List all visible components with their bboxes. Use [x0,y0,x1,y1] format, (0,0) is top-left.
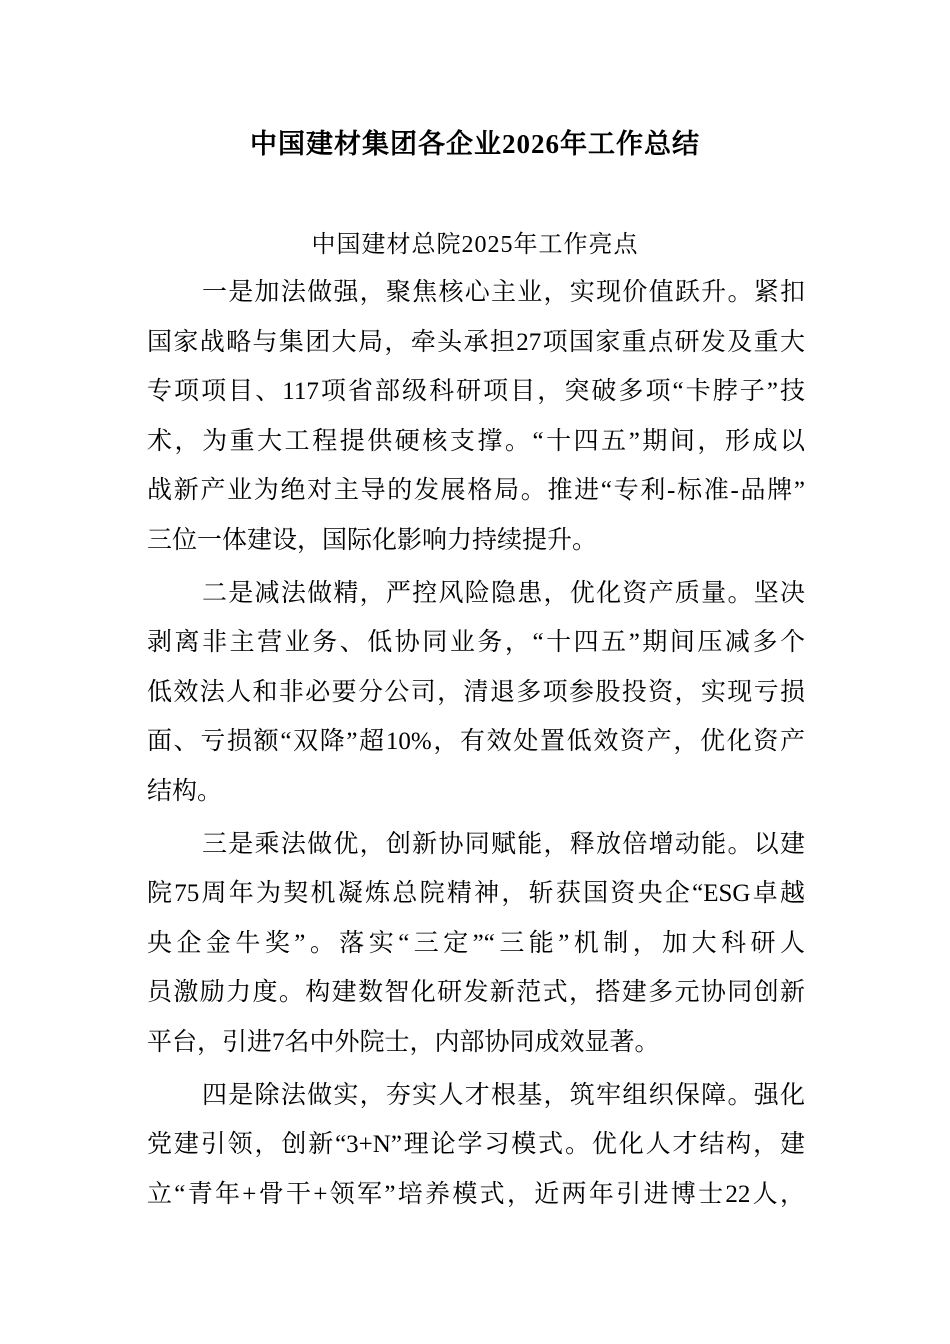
paragraph [147,569,805,817]
text-line: 剥离非主营业务、低协同业务，“十四五”期间压减多个 [147,629,805,657]
text-line: 立“青年+骨干+领军”培养模式，近两年引进博士22人， [147,1180,805,1208]
text-line: 党建引领，创新“3+N”理论学习模式。优化人才结构，建 [147,1131,805,1159]
text-line: 术，为重大工程提供硬核支撑。“十四五”期间，形成以 [147,427,805,455]
paragraph [147,820,805,1068]
text-line: 平台，引进7名中外院士，内部协同成效显著。 [147,1028,660,1056]
text-line: 一是加法做强，聚焦核心主业，实现价值跃升。紧扣 [202,279,805,306]
text-line: 员激励力度。构建数智化研发新范式，搭建多元协同创新 [147,979,805,1007]
text-line: 国家战略与集团大局，牵头承担27项国家重点研发及重大 [147,328,805,356]
section-subtitle: 中国建材总院2025年工作亮点 [311,232,639,258]
paragraph [147,268,805,566]
text-line: 面、亏损额“双降”超10%，有效处置低效资产，优化资产 [147,728,805,756]
document-title: 中国建材集团各企业2026年工作总结 [250,129,700,159]
text-line: 二是减法做精，严控风险隐患，优化资产质量。坚决 [202,579,805,607]
text-line: 院75周年为契机凝炼总院精神，斩获国资央企“ESG卓越 [147,880,805,908]
text-line: 战新产业为绝对主导的发展格局。推进“专利-标准-品牌” [147,477,805,505]
text-line: 低效法人和非必要分公司，清退多项参股投资，实现亏损 [147,678,805,706]
paragraph [147,1071,805,1220]
text-line: 三是乘法做优，创新协同赋能，释放倍增动能。以建 [202,830,805,858]
text-line: 三位一体建设，国际化影响力持续提升。 [147,526,598,554]
text-line: 央企金牛奖”。落实“三定”“三能”机制，加大科研人 [147,929,805,957]
text-line: 专项项目、117项省部级科研项目，突破多项“卡脖子”技 [147,378,805,406]
text-line: 四是除法做实，夯实人才根基，筑牢组织保障。强化 [202,1081,805,1109]
document-body [147,268,805,1219]
text-line: 结构。 [147,777,223,805]
